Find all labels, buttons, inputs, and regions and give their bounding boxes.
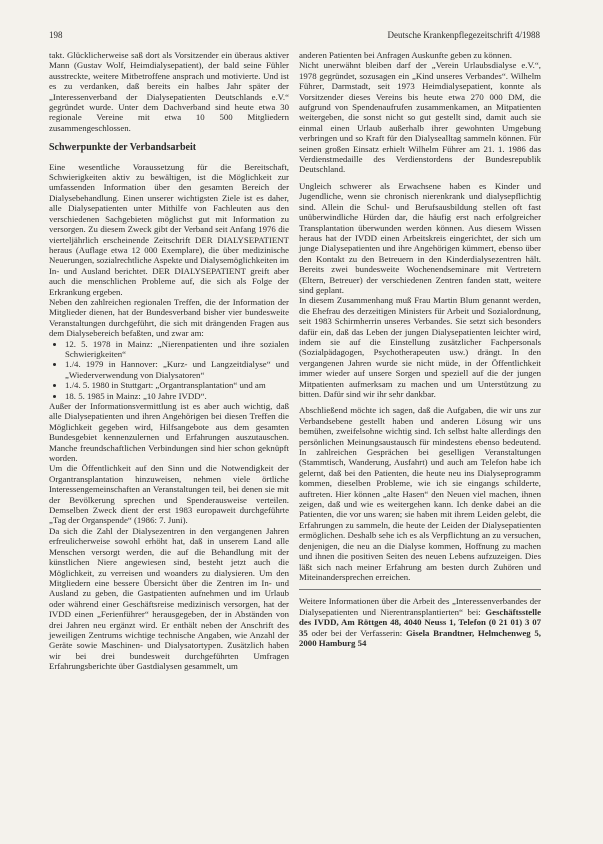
paragraph: Eine wesentliche Voraussetzung für die Bereitschaft, Schwierigkeiten aktiv zu bewältigen, ist die Möglichkeit zur umfassenden Information über den gesamten Bereich der Dialysebehandlung. Einen unserer wichtigsten Ziele ist es daher, alle Dialysepatienten unter Mithilfe von Fachleuten aus den verschiedenen Sachgebieten möglichst gut mit Information zu versorgen. Zu diesem Zweck gibt der Verband seit Anfang 1976 die vierteljährlich erscheinende Zeitschrift DER DIALYSEPATIENT heraus (Auflage etwa 12 000 Exemplare), die über medizinische Neuerungen, sozialrechtliche Aspekte und Dialysemöglichkeiten im In- und Ausland berichtet. DER DIALYSEPATIENT greift aber auch die menschlichen Probleme auf, die sich als Folge der Erkrankung ergeben. <box>49 161 289 297</box>
divider <box>299 589 541 590</box>
paragraph: Neben den zahlreichen regionalen Treffen, die der Information der Mitglieder dienen, hat der Bundesverband bisher vier bundesweite Veranstaltungen durchgeführt, die sich mit drängenden Fragen aus dem Dialysebereich befaßten, und zwar am: <box>49 296 289 339</box>
office-address: Geschäftsstelle des IVDD, Am Röttgen 48, 4040 Neuss 1, Telefon (0 21 01) 3 07 35 <box>299 606 541 638</box>
list-item: • 1./4. 5. 1980 in Stuttgart: „Organtransplantation“ und am <box>65 380 289 390</box>
paragraph: takt. Glücklicherweise saß dort als Vorsitzender ein überaus aktiver Mann (Gustav Wolf, Heimdialysepatient), der bald seine Fühler ausstreckte, weitere Mitbetroffene ansprach und motivierte. Und ist es zu verdanken, daß bereits ein halbes Jahr später der „Interessenverband der Dialysepatienten Deutschlands e.V.“ gegründet wurde. Unter dem Dachverband sind heute etwa 30 regionale Vereine mit etwa 10 500 Mitgliedern zusammengeschlossen. <box>49 50 289 133</box>
paragraph: Außer der Informationsvermittlung ist es aber auch wichtig, daß alle Dialysepatienten und ihren Angehörigen bei diesen Treffen die Möglichkeit gegeben wird, Hilfsangebote aus dem gesamten Bundesgebiet kennenzulernen und Erfahrungen auszutauschen. Manche freundschaftlichen Verbindungen sind hier schon geknüpft worden. <box>49 401 289 464</box>
paragraph: Nicht unerwähnt bleiben darf der „Verein Urlaubsdialyse e.V.“, 1978 gegründet, sozusagen ein „Kind unseres Verbandes“. Wilhelm Führer, Darmstadt, seit 1973 Heimdialysepatient, konnte als Vorsitzender dieses Vereins bis heute etwa 270 000 DM, die aufgrund von Spendenaufrufen zusammenkamen, an Mitpatienten weitergeben, die sonst nicht so gut gestellt sind, damit auch sie einmal einen Urlaub außerhalb ihrer gewohnten Umgebung verbringen und so Kraft für den Dialysealltag sammeln können. Für seinen großen Einsatz erhielt Wilhelm Führer am 21. 1. 1986 das Verdienstmedaille des Verdienstordens der Bundesrepublik Deutschland. <box>299 60 541 175</box>
paragraph: In diesem Zusammenhang muß Frau Martin Blum genannt werden, die Ehefrau des derzeitigen Ministers für Arbeit und Sozialordnung, seit 1983 Schirmherrin unseres Verbandes. Sie setzt sich besonders dafür ein, daß das Leben der jungen Dialysepatienten leichter wird, indem sie auf die Einstellung zusätzlicher Fachpersonals (Sozialpädagogen, Psychotherapeuten usw.) drängt. In den vergangenen Jahren wurde sie nicht müde, in der Öffentlichkeit immer wieder auf unsere Sorgen und speziell auf die der jungen Mitpatienten aufmerksam zu machen und um Unterstützung zu bitten. Dafür sind wir ihr sehr dankbar. <box>299 295 541 399</box>
list-item: • 12. 5. 1978 in Mainz: „Nierenpatienten und ihre sozialen Schwierigkeiten“ <box>65 339 289 360</box>
left-column <box>49 50 289 672</box>
right-column <box>299 50 541 648</box>
contact-text: Weitere Informationen über die Arbeit des „Interessenverbandes der Dialysepatienten und Nierentransplantierten“ bei: <box>299 596 541 617</box>
running-header: Deutsche Krankenpflegezeitschrift 4/1988 <box>387 30 540 40</box>
list-item: • 1./4. 1979 in Hannover: „Kurz- und Langzeitdialyse“ und „Wiederverwendung von Dialysatoren“ <box>65 359 289 380</box>
paragraph: Ungleich schwerer als Erwachsene haben es Kinder und Jugendliche, wenn sie chronisch nierenkrank und dialysepflichtig sind. Allein die Schul- und Berufsausbildung stellen oft fast unüberwindliche Hürden dar, die häufig erst nach erfolgreicher Transplantation überwunden werden können. Aus diesem Wissen heraus hat der IVDD einen Arbeitskreis eingerichtet, der sich um junge Dialysepatienten und ihre Angehörigen kümmert, ebenso über den Kontakt zu den Betreuern in den Kinderdialysezentren hält. Bereits zwei bundesweite Wochenendseminare mit Vertretern (Eltern, Betreuer) der verschiedenen Zentren fanden statt, weitere sind geplant. <box>299 180 541 295</box>
event-list <box>49 339 289 401</box>
paragraph: Da sich die Zahl der Dialysezentren in den vergangenen Jahren erfreulicherweise sowohl erhöht hat, daß in unserem Land alle Menschen versorgt werden, die auf die Behandlung mit der künstlichen Niere angewiesen sind, besteht jetzt auch die Möglichkeit, zu verreisen und woanders zu dialysieren. Um den Mitgliedern eine bessere Übersicht über die Zentren im In- und Ausland zu geben, die Gastpatienten aufnehmen und im Urlaub oder während einer Geschäftsreise medizinisch versorgen, hat der IVDD einen „Ferienführer“ herausgegeben, der in Abständen von drei Jahren neu ergänzt wird. Er enthält neben der Anschrift des jeweiligen Zentrums wichtige technische Angaben, wie Anzahl der Geräte sowie Maschinen- und Dialysatortypen. Zusätzlich haben wir bei drei bundesweit durchgeführten Umfragen Erfahrungsberichte über Gastdialysen gesammelt, um <box>49 525 289 672</box>
contact-info <box>299 596 541 648</box>
paragraph: Abschließend möchte ich sagen, daß die Aufgaben, die wir uns zur Verbandsebene gestellt haben und anderen Lösung wir uns bemühen, zweifelsohne wichtig sind. Ich selbst halte allerdings den persönlichen Meinungsaustausch für mindestens ebenso bedeutend. In zahlreichen Gesprächen bei geselligen Veranstaltungen (Stammtisch, Wanderung, Ausfahrt) und auch am Telefon habe ich gelernt, daß bei den Patienten, die heute neu ins Dialyseprogramm kommen, dieselben Probleme, wie ich sie eingangs schilderte, auftreten. Hier können „alte Hasen“ den Neuen viel machen, ihnen zeigen, daß und wie es weitergehen kann. Ich denke dabei an die Patienten, die vor uns waren; sie haben mit ihrem Leiden gelebt, die Erfahrungen zu sammeln, die heute der Leiden der Dialysepatienten ermöglichen. Deshalb sehe ich es als Verpflichtung an zu versuchen, denjenigen, die neu an die Dialyse kommen, Hoffnung zu machen und ihnen die positiven Seiten des neuen Lebens aufzuzeigen. Dies läßt sich nach meiner Erfahrung am besten durch Zuhören und Miteinandersprechen erreichen. <box>299 405 541 582</box>
section-heading: Schwerpunkte der Verbandsarbeit <box>49 142 197 154</box>
contact-text: oder bei der Verfasserin: <box>307 627 406 638</box>
list-item: • 18. 5. 1985 in Mainz: „10 Jahre IVDD“. <box>65 391 289 401</box>
page-number: 198 <box>49 30 63 40</box>
author-address: Gisela Brandtner, Helmchenweg 5, 2000 Hamburg 54 <box>299 627 541 648</box>
paragraph: anderen Patienten bei Anfragen Auskunfte geben zu können. <box>299 50 513 60</box>
paragraph: Um die Öffentlichkeit auf den Sinn und die Notwendigkeit der Organtransplantation hinzuweisen, nehmen viele örtliche Interessengemeinschaften an Veranstaltungen teil, bei denen sie mit der Bevölkerung sprechen und Spenderausweise verteilen. Demselben Zweck dient der erst 1983 europaweit durchgeführte „Tag der Organspende“ (1986: 7. Juni). <box>49 463 289 526</box>
